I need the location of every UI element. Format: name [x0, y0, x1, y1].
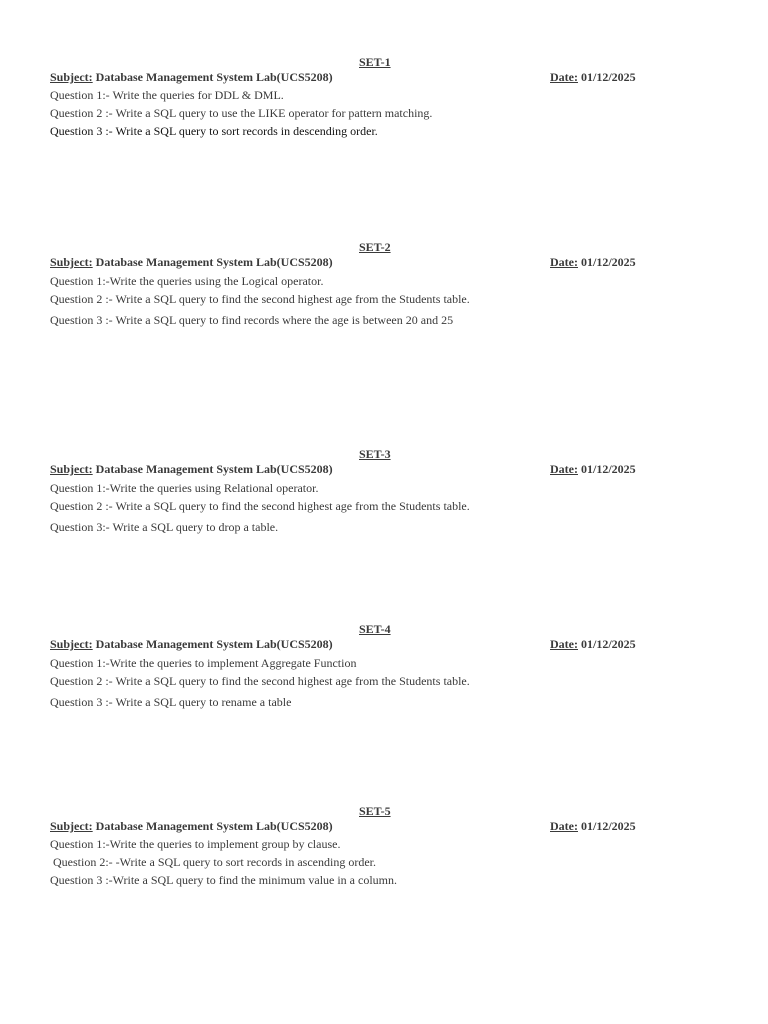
- question-1: Question 1:-Write the queries using the Logical operator.: [50, 274, 324, 288]
- date-label: Date:: [550, 637, 578, 651]
- subject-label: Subject:: [50, 637, 93, 651]
- question-3: Question 3:- Write a SQL query to drop a table.: [50, 520, 279, 534]
- date-line: [550, 462, 636, 477]
- date-line: [550, 637, 636, 652]
- set-header: [50, 255, 670, 271]
- date-label: Date:: [550, 819, 578, 833]
- subject-label: Subject:: [50, 462, 93, 476]
- question-3: Question 3 :- Write a SQL query to find records where the age is between 20 and 25: [50, 313, 454, 327]
- date-value: 01/12/2025: [580, 255, 636, 269]
- set-header: [50, 462, 670, 478]
- subject-line: [50, 819, 333, 834]
- subject-name: Database Management System Lab(UCS5208): [95, 70, 333, 84]
- question-1: Question 1:-Write the queries to implement Aggregate Function: [50, 656, 357, 670]
- question-3: Question 3 :-Write a SQL query to find the minimum value in a column.: [50, 873, 398, 887]
- set-header: [50, 70, 670, 86]
- question-2: Question 2:- -Write a SQL query to sort records in ascending order.: [50, 855, 376, 869]
- date-label: Date:: [550, 70, 578, 84]
- date-line: [550, 819, 636, 834]
- date-label: Date:: [550, 462, 578, 476]
- date-value: 01/12/2025: [580, 637, 636, 651]
- set-title: SET-2: [359, 240, 391, 254]
- question-3: Question 3 :- Write a SQL query to sort records in descending order.: [50, 124, 378, 138]
- question-2: Question 2 :- Write a SQL query to use the LIKE operator for pattern matching.: [50, 106, 433, 120]
- subject-label: Subject:: [50, 255, 93, 269]
- date-value: 01/12/2025: [580, 819, 636, 833]
- subject-line: [50, 637, 333, 652]
- subject-line: [50, 462, 333, 477]
- set-title: SET-4: [359, 622, 391, 636]
- date-line: [550, 70, 636, 85]
- set-header: [50, 637, 670, 653]
- subject-name: Database Management System Lab(UCS5208): [95, 255, 333, 269]
- question-1: Question 1:-Write the queries using Relational operator.: [50, 481, 319, 495]
- question-2: Question 2 :- Write a SQL query to find the second highest age from the Students table.: [50, 292, 470, 306]
- subject-label: Subject:: [50, 819, 93, 833]
- set-title: SET-3: [359, 447, 391, 461]
- subject-label: Subject:: [50, 70, 93, 84]
- question-3: Question 3 :- Write a SQL query to rename a table: [50, 695, 292, 709]
- question-2: Question 2 :- Write a SQL query to find the second highest age from the Students table.: [50, 674, 470, 688]
- subject-name: Database Management System Lab(UCS5208): [95, 637, 333, 651]
- subject-line: [50, 255, 333, 270]
- date-value: 01/12/2025: [580, 462, 636, 476]
- subject-line: [50, 70, 333, 85]
- question-2: Question 2 :- Write a SQL query to find the second highest age from the Students table.: [50, 499, 470, 513]
- question-1: Question 1:-Write the queries to implement group by clause.: [50, 837, 341, 851]
- subject-name: Database Management System Lab(UCS5208): [95, 462, 333, 476]
- set-title: SET-1: [359, 55, 391, 69]
- subject-name: Database Management System Lab(UCS5208): [95, 819, 333, 833]
- date-label: Date:: [550, 255, 578, 269]
- set-title: SET-5: [359, 804, 391, 818]
- question-1: Question 1:- Write the queries for DDL & DML.: [50, 88, 284, 102]
- date-line: [550, 255, 636, 270]
- date-value: 01/12/2025: [580, 70, 636, 84]
- set-header: [50, 819, 670, 835]
